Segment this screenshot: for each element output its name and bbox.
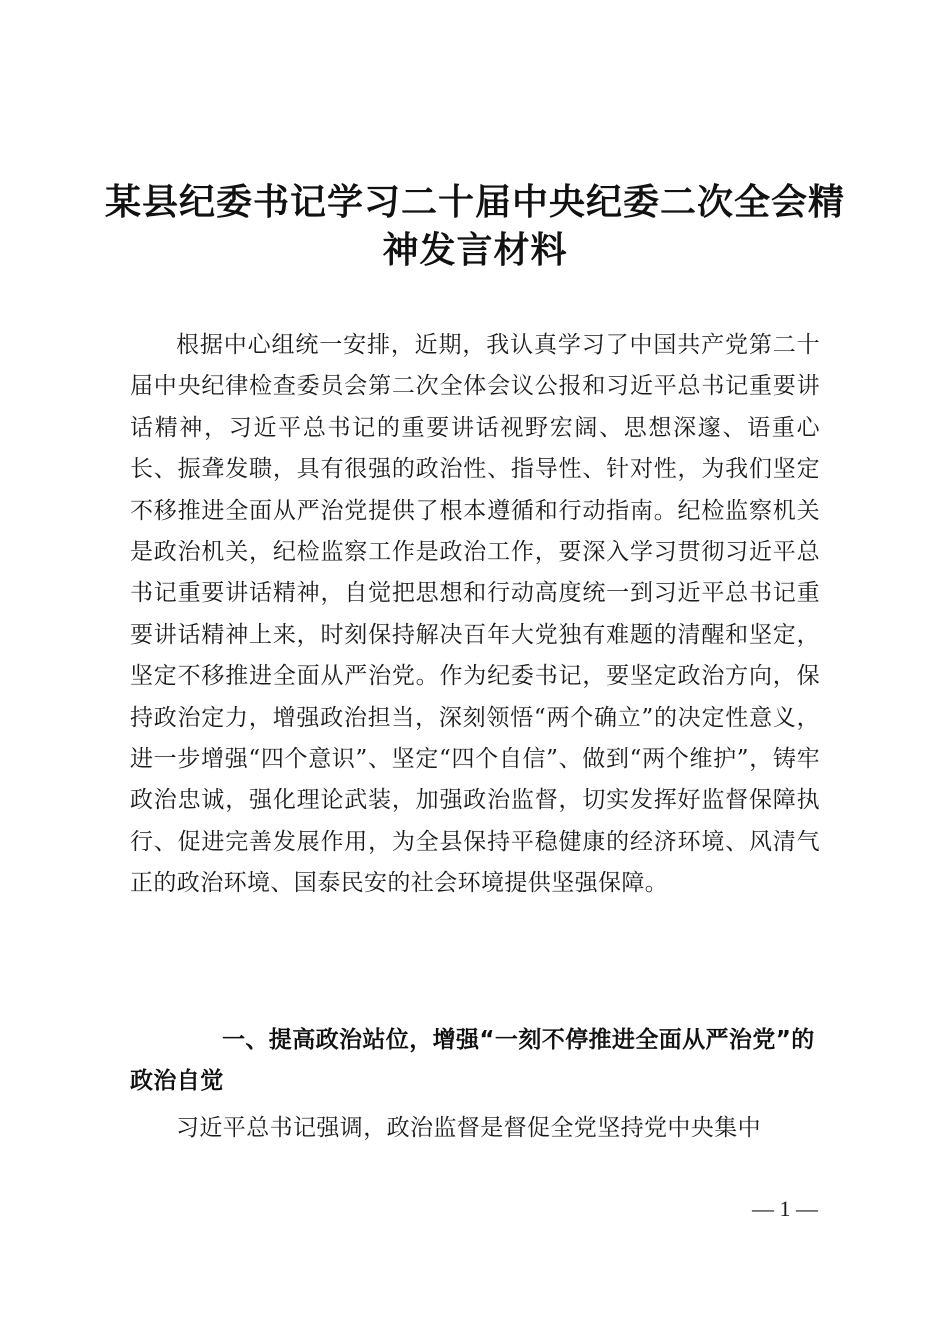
page-number: — 1 — (752, 1196, 818, 1221)
section-paragraph: 习近平总书记强调，政治监督是督促全党坚持党中央集中 (176, 1115, 761, 1141)
intro-paragraph: 根据中心组统一安排，近期，我认真学习了中国共产党第二十届中央纪律检查委员会第二次全体会议公报和习近平总书记重要讲话精神，习近平总书记的重要讲话视野宏阔、思想深邃、语重心长、振聋发聩，具有很强的政治性、指导性、针对性，为我们坚定不移推进全面从严治党提供了根本遵循和行动指南。纪检监察机关是政治机关，纪检监察工作是政治工作，要深入学习贯彻习近平总书记重要讲话精神，自觉把思想和行动高度统一到习近平总书记重要讲话精神上来，时刻保持解决百年大党独有难题的清醒和坚定，坚定不移推进全面从严治党。作为纪委书记，要坚定政治方向，保持政治定力，增强政治担当，深刻领悟“两个确立”的决定性意义，进一步增强“四个意识”、坚定“四个自信”、做到“两个维护”，铸牢政治忠诚，强化理论武装，加强政治监督，切实发挥好监督保障执行、促进完善发展作用，为全县保持平稳健康的经济环境、风清气正的政治环境、国泰民安的社会环境提供坚强保障。 (130, 332, 820, 897)
document-title: 某县纪委书记学习二十届中央纪委二次全会精神发言材料 (104, 181, 845, 271)
section-heading: 一、提高政治站位，增强“一刻不停推进全面从严治党”的政治自觉 (130, 1027, 815, 1095)
